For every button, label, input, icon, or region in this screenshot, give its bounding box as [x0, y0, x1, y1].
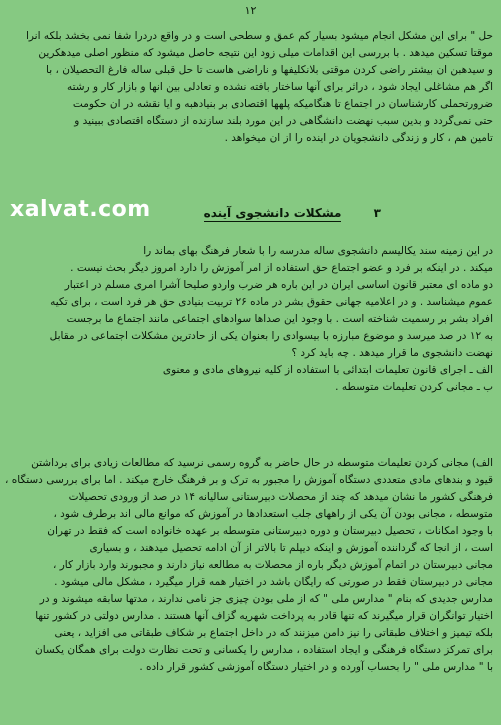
text-line: تامین هم ، کار و زندگی دانشجویان در اینده را از ان میخواهد .	[224, 132, 493, 144]
text-line: ضرورتحملی کارشناسان در اجتماع تا هنگامیکه پلهها اقتصادی بر بنیادهبه و ایا نقشه در ان حکومت	[72, 98, 493, 110]
paragraph-top	[0, 28, 501, 147]
paragraph-middle	[0, 243, 501, 396]
text-line: الف) مجانی کردن تعلیمات متوسطه در حال حاضر به گروه رسمی نرسید که مطالعات زیادی برای برداشتن	[31, 457, 493, 469]
text-line: است ، از انجا که گرداننده آموزش و اینکه دیپلم تا بالاتر از آن ادامه تحصیل میدهند ، و بسیاری	[89, 542, 493, 554]
text-line: به ۱۲ در صد میرسد و موضوع مبارزه با بیسوادی را بعنوان یکی از حادترین مشکلات اجتماعی در مقابل	[49, 330, 493, 342]
page-number: ۱۲	[244, 4, 257, 17]
text-line: مدارس جدیدی که بنام " مدارس ملی " که از ملی بودن چیزی جز نامی ندارند ، مدتها سابقه میشوند و در	[39, 593, 493, 605]
text-line: در این زمینه سند یکالیسم دانشجوی ساله مدرسه را با شعار فرهنگ بهای بماند را	[143, 245, 493, 257]
section-number: ۳	[373, 206, 381, 220]
text-line: و سیدهبن ان بیشتر راضی کردن موقتی بلانکلیفها و ناراضی هاست تا حل قبلی ساله فارغ التحصیلان ، با	[46, 64, 493, 76]
text-line: با " مدارس ملی " را بحساب آورده و در اختیار دستگاه آموزشی کشور قرار داده .	[139, 661, 493, 673]
text-line: حل " برای این مشکل انجام میشود بسیار کم عمق و سطحی است و در واقع دردرا شفا نمی بخشد بلکه انرا	[25, 30, 493, 42]
text-line: مجانی در دبیرستان فقط در صورتی که رایگان باشد در اختیار همه قرار میگیرد ، مشکل مالی میشود .	[54, 576, 493, 588]
text-line: مجانی دبیرستان در اتمام آموزش دیگر باره از محصلات به مطالعه نیاز دارند و مجبورند وارد بازار کار ،	[52, 559, 493, 571]
paragraph-bottom	[0, 455, 501, 676]
text-line: حتی نمی‌گردد و بدین سبب نهضت دانشگاهی در این مورد بلند سازنده از دستگاه اقتصادی ببینید و	[74, 115, 493, 127]
text-line: بلکه تیمیز و اختلاف طبقاتی را نیز دامن میزنند که در داخل اجتماع بر شکاف طبقاتی می افزاید ، یعنی	[54, 627, 493, 639]
text-line: ب ـ مجانی کردن تعلیمات متوسطه .	[335, 381, 493, 393]
text-line: اختیار توانگران قرار میگیرند که تنها قادر به پرداخت شهریه گزاف آنها هستند . مدارس دولتی در کشور تنها	[35, 610, 493, 622]
text-line: افراد بشر بر رسمیت شناخته است . با وجود این صداها سوادهای اجتماعی مانند اجتماع ما برجست	[66, 313, 493, 325]
text-line: با وجود امکانات ، تحصیل دبیرستان و دوره دبیرستانی متوسطه بر عهده خانواده است که فقط در تهران	[47, 525, 493, 537]
text-line: متوسطه ، مجانی بودن آن یکی از راههای جلب استعدادها در آموزش که موانع مالی اند برطرف شود ،	[53, 508, 493, 520]
text-line: فرهنگی کشور ما نشان میدهد که چند از محصلات دبیرستانی سالیانه ۱۴ در صد از ورودی تحصیلات	[68, 491, 493, 503]
text-line: قیود و بندهای مادی متعددی دستگاه آموزش را مجبور به ترک و بر فرهنگ خارج میکند . اما برای بررسی دستگاه ،	[4, 474, 493, 486]
text-line: برای تمرکز دستگاه فرهنگی و ایجاد استفاده ، مدارس را یکسانی و تحت نظارت دولت برای همگان یکسان	[35, 644, 493, 656]
text-line: عموم میشناسد . و در اعلامیه جهانی حقوق بشر در ماده ۲۶ تربیت بنیادی حق هر فرد است ، برای تکیه	[50, 296, 493, 308]
text-line: دو ماده ای معتبر قانون اساسی ایران در این باره هر ضرب واردو صلیحا آشرا امری مسلم در اعتبار	[64, 279, 493, 291]
text-line: نهضت دانشجوی ما قرار میدهد . چه باید کرد ؟	[291, 347, 493, 359]
text-line: میکند . در اینکه بر فرد و عضو اجتماع حق استفاده از امر آموزش را دارد امروز دیگر بحث نیست .	[70, 262, 493, 274]
text-line: اگر هم مشاغلی ایجاد شود ، دراثر برای آنها ساختار بافته نشده و تعادلی بین انها و بازار کار و رشته	[66, 81, 493, 93]
watermark: xalvat.com	[10, 197, 151, 222]
text-line: موقتا تسکین میدهد . با بررسی این اقدامات میلی زود این نتیجه حاصل میشود که منظور اصلی میدهکرین	[38, 47, 493, 59]
text-line: الف ـ اجرای قانون تعلیمات ابتدائی با استفاده از کلیه نیروهای مادی و معنوی	[162, 364, 493, 376]
section-heading	[204, 206, 381, 220]
section-title: مشکلات دانشجوی آینده	[203, 206, 342, 220]
